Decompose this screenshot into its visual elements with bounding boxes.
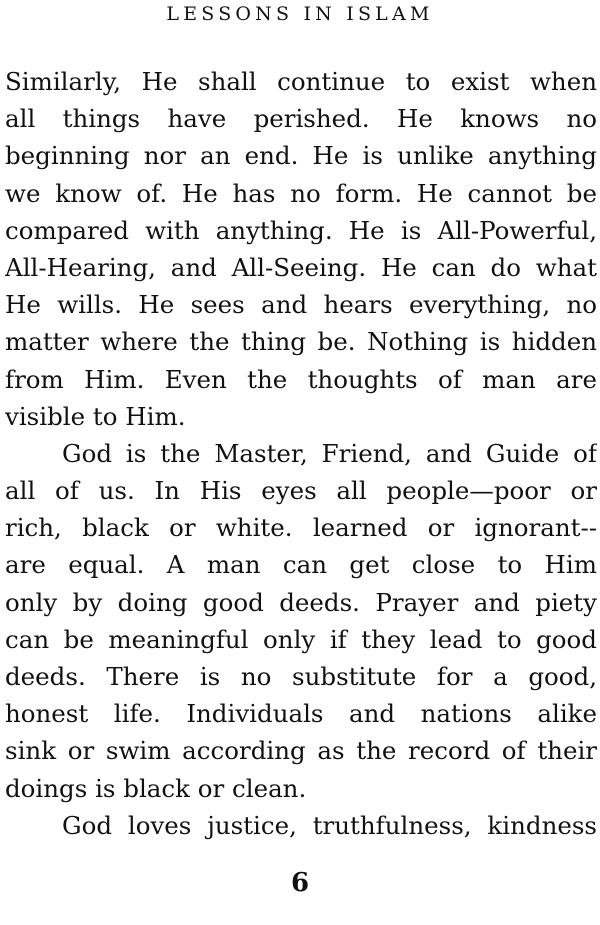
page-number: 6 xyxy=(290,868,310,898)
text-line: doings is black or clean. xyxy=(5,773,307,803)
text-line: visible to Him. xyxy=(5,401,186,431)
text-line: God loves justice, truthfulness, kindness xyxy=(62,810,597,840)
text-line: Similarly, He shall continue to exist when xyxy=(5,67,597,96)
running-head: LESSONS IN ISLAM xyxy=(166,3,434,25)
text-line: matter where the thing be. Nothing is hidden xyxy=(5,327,597,357)
text-line: can be meaningful only if they lead to good xyxy=(5,624,597,654)
text-line: God is the Master, Friend, and Guide of xyxy=(62,438,597,468)
text-line: All-Hearing, and All-Seeing. He can do what xyxy=(5,252,597,282)
text-line: honest life. Individuals and nations alike xyxy=(5,699,597,729)
text-line: compared with anything. He is All-Powerful, xyxy=(5,215,597,245)
text-line: all things have perished. He knows no xyxy=(5,104,597,134)
body-text xyxy=(5,63,597,844)
text-line: from Him. Even the thoughts of man are xyxy=(5,364,597,394)
text-line: He wills. He sees and hears everything, no xyxy=(5,290,597,320)
text-line: sink or swim according as the record of their xyxy=(5,736,597,766)
text-line: deeds. There is no substitute for a good, xyxy=(5,662,597,691)
text-line: are equal. A man can get close to Him xyxy=(5,550,597,580)
text-line: we know of. He has no form. He cannot be xyxy=(5,178,597,208)
text-line: all of us. In His eyes all people—poor or xyxy=(5,476,597,506)
text-line: only by doing good deeds. Prayer and piety xyxy=(5,587,597,617)
text-line: rich, black or white. learned or ignorant-- xyxy=(5,513,597,543)
text-line: beginning nor an end. He is unlike anything xyxy=(5,141,597,171)
